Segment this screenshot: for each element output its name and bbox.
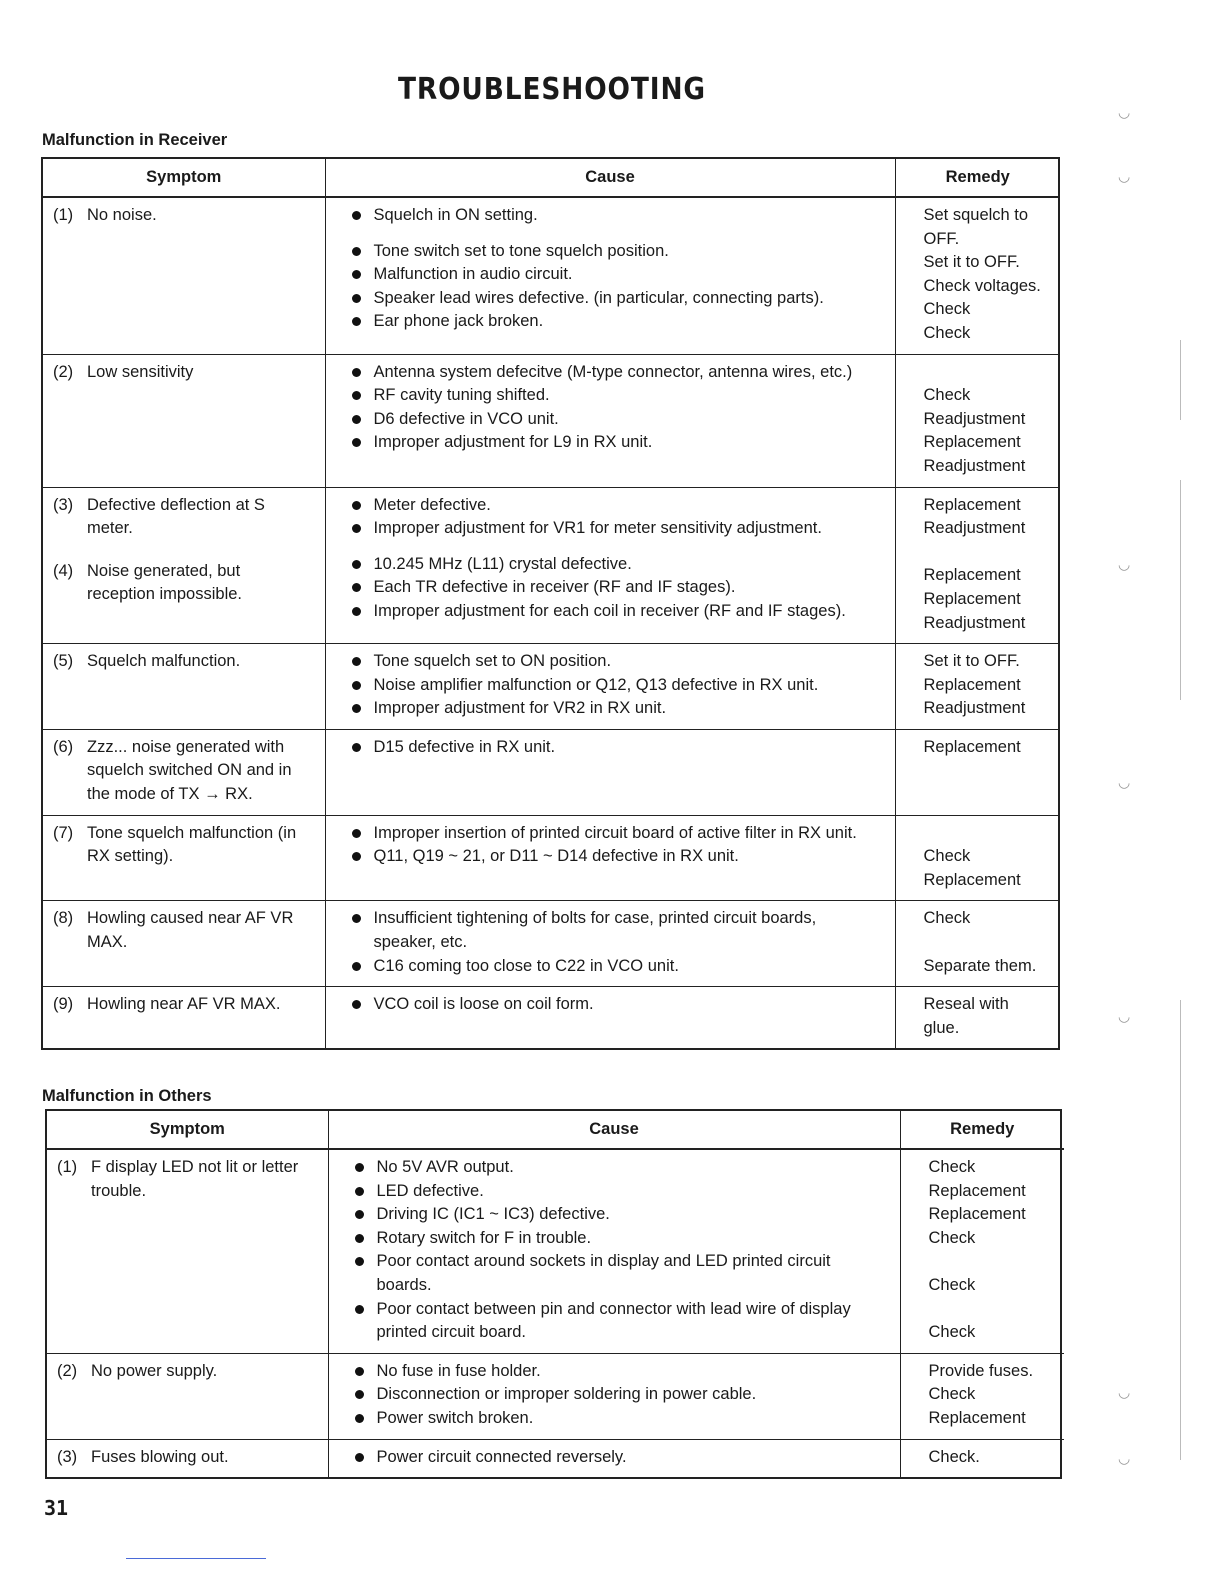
- symptom-cell: [47, 1353, 328, 1439]
- scan-edge-line: [1180, 1000, 1181, 1460]
- remedy-item: Set it to OFF.: [923, 652, 1020, 671]
- remedy-item: Replacement: [923, 589, 1021, 608]
- cause-cell: [325, 354, 895, 487]
- binding-hole-mark: ◡: [1118, 1450, 1131, 1466]
- header-symptom: Symptom: [43, 159, 325, 197]
- cause-item: Malfunction in audio circuit.: [374, 263, 881, 287]
- remedy-item: Check: [928, 1275, 976, 1294]
- symptom-cell: [43, 644, 325, 730]
- remedy-cell: [900, 1439, 1064, 1477]
- remedy-item: Replacement: [928, 1205, 1026, 1224]
- symptom-number: (4): [53, 561, 74, 580]
- symptom-number: (6): [53, 737, 74, 756]
- symptom-number: (3): [57, 1447, 78, 1466]
- remedy-cell: [900, 1149, 1064, 1353]
- symptom-number: (9): [53, 995, 74, 1014]
- symptom-text: Howling caused near AF VR MAX.: [87, 909, 294, 952]
- cause-item: Q11, Q19 ~ 21, or D11 ~ D14 defective in RX unit.: [374, 845, 881, 869]
- remedy-item: Check.: [928, 1447, 980, 1466]
- table-row: [47, 1149, 1064, 1353]
- remedy-cell: [895, 901, 1060, 987]
- binding-hole-mark: ◡: [1118, 1008, 1131, 1024]
- cause-item: Meter defective.: [374, 494, 881, 518]
- cause-item: No 5V AVR output.: [377, 1156, 886, 1180]
- symptom-number: (1): [53, 206, 74, 224]
- cause-item: C16 coming too close to C22 in VCO unit.: [374, 955, 881, 979]
- cause-cell: [325, 729, 895, 815]
- binding-hole-mark: ◡: [1118, 168, 1131, 184]
- cause-cell: [328, 1149, 900, 1353]
- cause-item: VCO coil is loose on coil form.: [374, 993, 881, 1017]
- binding-hole-mark: ◡: [1118, 104, 1131, 120]
- binding-hole-mark: ◡: [1118, 774, 1131, 790]
- cause-cell: [325, 487, 895, 644]
- remedy-item: Readjustment: [923, 699, 1026, 718]
- table-row: [43, 197, 1060, 354]
- cause-item: 10.245 MHz (L11) crystal defective.: [374, 553, 881, 577]
- cause-item: RF cavity tuning shifted.: [374, 384, 881, 408]
- remedy-item: Check: [928, 1323, 976, 1342]
- binding-hole-mark: ◡: [1118, 1384, 1131, 1400]
- remedy-item: Check: [923, 323, 971, 342]
- remedy-cell: [895, 729, 1060, 815]
- page-number: 31: [44, 1496, 69, 1520]
- remedy-item: Check: [923, 300, 971, 319]
- symptom-text: F display LED not lit or letter trouble.: [91, 1158, 299, 1200]
- table-row: [47, 1353, 1064, 1439]
- cause-cell: [328, 1439, 900, 1477]
- symptom-number: (8): [53, 909, 74, 928]
- cause-item: Poor contact around sockets in display and LED printed circuit boards.: [377, 1250, 886, 1297]
- table-row: [43, 987, 1060, 1049]
- remedy-cell: [895, 644, 1060, 730]
- symptom-cell: [47, 1439, 328, 1477]
- cause-item: Improper adjustment for VR2 in RX unit.: [374, 697, 881, 721]
- cause-item: Power circuit connected reversely.: [377, 1446, 886, 1470]
- remedy-item: Separate them.: [923, 956, 1037, 975]
- cause-item: Poor contact between pin and connector with lead wire of display printed circuit board.: [377, 1298, 886, 1345]
- symptom-cell: [43, 197, 325, 354]
- cause-cell: [325, 644, 895, 730]
- cause-item: LED defective.: [377, 1180, 886, 1204]
- symptom-text: Noise generated, but reception impossible.: [87, 561, 242, 604]
- remedy-item: Check: [923, 847, 971, 866]
- cause-item: Improper adjustment for each coil in receiver (RF and IF stages).: [374, 600, 881, 624]
- table-row: [43, 815, 1060, 901]
- remedy-item: Reseal with glue.: [923, 995, 1009, 1037]
- cause-item: Improper adjustment for VR1 for meter sensitivity adjustment.: [374, 517, 881, 541]
- cause-cell: [325, 987, 895, 1049]
- remedy-item: Replacement: [923, 737, 1021, 756]
- symptom-number: (5): [53, 652, 74, 671]
- cause-item: Power switch broken.: [377, 1407, 886, 1431]
- remedy-item: Readjustment: [923, 613, 1026, 632]
- table-row: [43, 644, 1060, 730]
- scan-edge-line: [1180, 480, 1181, 700]
- bottom-rule: [126, 1558, 266, 1559]
- cause-item: Each TR defective in receiver (RF and IF stages).: [374, 576, 881, 600]
- cause-item: Speaker lead wires defective. (in particular, connecting parts).: [374, 287, 881, 311]
- others-section-label: Malfunction in Others: [42, 1087, 212, 1105]
- cause-item: Rotary switch for F in trouble.: [377, 1227, 886, 1251]
- symptom-text: Howling near AF VR MAX.: [87, 995, 281, 1014]
- symptom-number: (2): [57, 1361, 78, 1380]
- remedy-item: Check: [923, 909, 971, 928]
- remedy-item: Check: [928, 1158, 976, 1176]
- remedy-item: Replacement: [923, 566, 1021, 585]
- remedy-cell: [895, 197, 1060, 354]
- remedy-item: Check: [928, 1385, 976, 1404]
- cause-item: Disconnection or improper soldering in power cable.: [377, 1383, 886, 1407]
- header-remedy: Remedy: [900, 1111, 1064, 1149]
- cause-item: Tone squelch set to ON position.: [374, 650, 881, 674]
- remedy-item: Set squelch to OFF.: [923, 206, 1029, 248]
- symptom-number: (7): [53, 823, 74, 842]
- cause-item: Improper adjustment for L9 in RX unit.: [374, 431, 881, 455]
- header-cause: Cause: [325, 159, 895, 197]
- symptom-number: (3): [53, 495, 74, 514]
- scan-edge-line: [1180, 340, 1181, 420]
- cause-item: Improper insertion of printed circuit board of active filter in RX unit.: [374, 822, 881, 846]
- header-cause: Cause: [328, 1111, 900, 1149]
- remedy-cell: [895, 987, 1060, 1049]
- cause-item: Tone switch set to tone squelch position.: [374, 240, 881, 264]
- remedy-cell: [895, 815, 1060, 901]
- cause-item: Driving IC (IC1 ~ IC3) defective.: [377, 1203, 886, 1227]
- remedy-item: Replacement: [923, 675, 1021, 694]
- remedy-item: Set it to OFF.: [923, 253, 1020, 272]
- symptom-cell: [47, 1149, 328, 1353]
- remedy-item: Readjustment: [923, 519, 1026, 538]
- symptom-text: Zzz... noise generated with squelch switched ON and in the mode of TX → RX.: [87, 737, 292, 804]
- remedy-item: Readjustment: [923, 456, 1026, 475]
- remedy-item: Check: [923, 386, 971, 405]
- remedy-item: Check voltages.: [923, 276, 1041, 295]
- cause-item: No fuse in fuse holder.: [377, 1360, 886, 1384]
- symptom-cell: [43, 987, 325, 1049]
- table-row: [43, 487, 1060, 644]
- symptom-number: (1): [57, 1158, 78, 1176]
- symptom-cell: [43, 354, 325, 487]
- remedy-cell: [900, 1353, 1064, 1439]
- cause-cell: [328, 1353, 900, 1439]
- symptom-text: Low sensitivity: [87, 362, 194, 381]
- remedy-cell: [895, 354, 1060, 487]
- remedy-item: Replacement: [923, 433, 1021, 452]
- symptom-cell: [43, 901, 325, 987]
- receiver-table: [41, 157, 1060, 1050]
- remedy-item: Replacement: [928, 1181, 1026, 1200]
- symptom-text: No noise.: [87, 206, 157, 224]
- symptom-text: No power supply.: [91, 1361, 218, 1380]
- others-table: [45, 1109, 1062, 1479]
- cause-item: Insufficient tightening of bolts for case, printed circuit boards, speaker, etc.: [374, 907, 881, 954]
- symptom-text: Fuses blowing out.: [91, 1447, 229, 1466]
- remedy-item: Check: [928, 1228, 976, 1247]
- symptom-text: Tone squelch malfunction (in RX setting).: [87, 823, 297, 866]
- header-remedy: Remedy: [895, 159, 1060, 197]
- binding-hole-mark: ◡: [1118, 556, 1131, 572]
- page-title: TROUBLESHOOTING: [398, 72, 706, 107]
- cause-item: D15 defective in RX unit.: [374, 736, 881, 760]
- cause-cell: [325, 815, 895, 901]
- remedy-cell: [895, 487, 1060, 644]
- receiver-section-label: Malfunction in Receiver: [42, 131, 228, 149]
- symptom-number: (2): [53, 362, 74, 381]
- cause-cell: [325, 901, 895, 987]
- symptom-cell: [43, 729, 325, 815]
- table-row: [43, 354, 1060, 487]
- remedy-item: Provide fuses.: [928, 1361, 1034, 1380]
- remedy-item: Readjustment: [923, 409, 1026, 428]
- cause-item: Antenna system defecitve (M-type connector, antenna wires, etc.): [374, 361, 881, 385]
- cause-item: Noise amplifier malfunction or Q12, Q13 defective in RX unit.: [374, 674, 881, 698]
- symptom-text: Defective deflection at S meter.: [87, 495, 265, 538]
- symptom-text: Squelch malfunction.: [87, 652, 241, 671]
- cause-item: Ear phone jack broken.: [374, 310, 881, 334]
- symptom-cell: [43, 815, 325, 901]
- remedy-item: Replacement: [928, 1408, 1026, 1427]
- remedy-item: Replacement: [923, 495, 1021, 514]
- cause-cell: [325, 197, 895, 354]
- remedy-item: Replacement: [923, 870, 1021, 889]
- table-row: [47, 1439, 1064, 1477]
- symptom-cell: [43, 487, 325, 644]
- cause-item: D6 defective in VCO unit.: [374, 408, 881, 432]
- table-row: [43, 729, 1060, 815]
- table-row: [43, 901, 1060, 987]
- cause-item: Squelch in ON setting.: [374, 204, 881, 228]
- header-symptom: Symptom: [47, 1111, 328, 1149]
